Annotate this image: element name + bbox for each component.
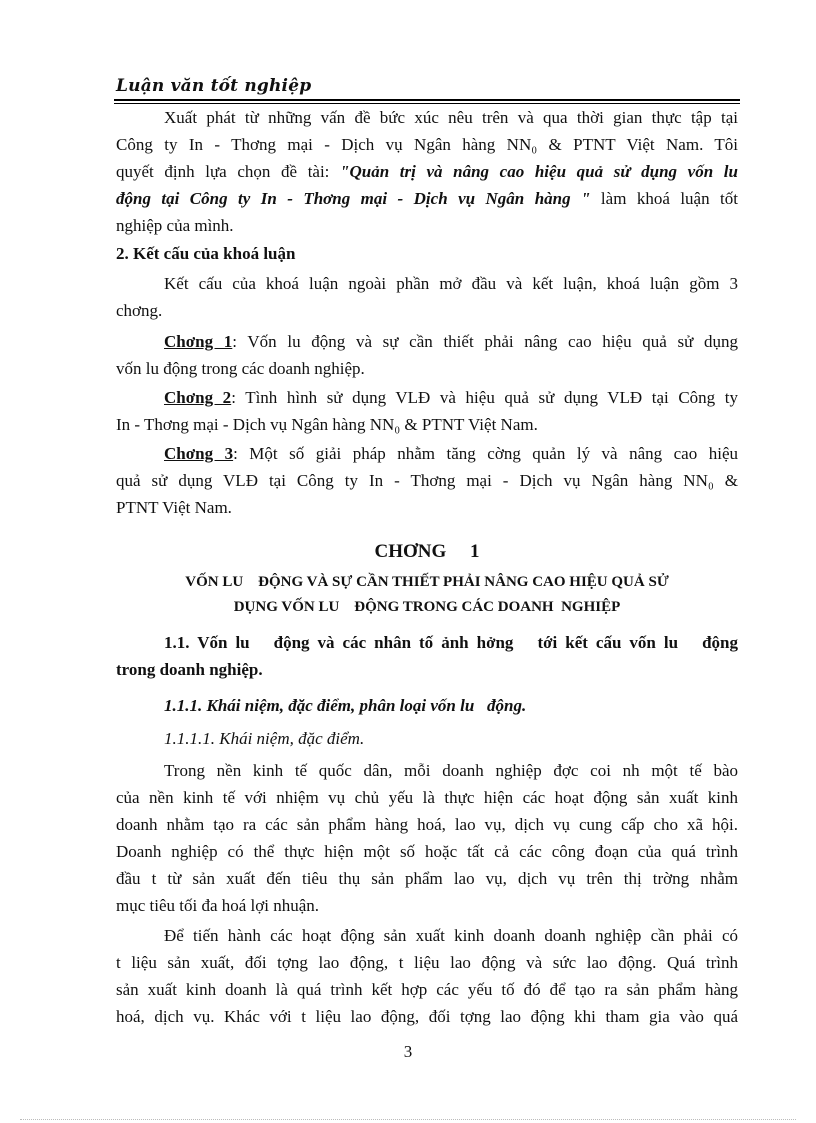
section-heading: trong doanh nghiệp. — [116, 660, 263, 679]
paragraph — [116, 922, 738, 1030]
intro-paragraph — [116, 104, 738, 239]
header-rule-thick — [114, 99, 740, 101]
subsubsection-heading: 1.1.1.1. Khái niệm, đặc điểm. — [164, 729, 365, 748]
section-1-1 — [116, 629, 738, 752]
chapter-label: Chơng 3 — [164, 444, 234, 463]
section-heading: 1.1. Vốn lu động và các nhân tố ảnh hởng tới kết cấu vốn lu động — [164, 633, 738, 652]
text-line: hoá, dịch vụ. Khác với t liệu lao động, đối tợng lao động khi tham gia vào quá — [116, 1007, 738, 1026]
paragraph — [116, 757, 738, 919]
subsection-heading: 1.1.1. Khái niệm, đặc điểm, phân loại vốn lu động. — [164, 696, 527, 715]
text-line: PTNT Việt Nam. — [116, 498, 232, 517]
text-line: mục tiêu tối đa hoá lợi nhuận. — [116, 896, 320, 915]
text-line: Doanh nghiệp có thể thực hiện một số hoặc tất cả các công đoạn của quá trình — [116, 842, 738, 861]
text-line: vốn lu động trong các doanh nghiệp. — [116, 359, 365, 378]
chapter-1-heading — [116, 538, 738, 621]
text-run: làm khoá luận tốt — [590, 189, 738, 208]
thesis-title: "Quản trị và nâng cao hiệu quả sử dụng vốn lu — [340, 162, 738, 181]
text-line: sản xuất kinh doanh là quá trình kết hợp các yếu tố đó để tạo ra sản phẩm hàng — [116, 980, 738, 999]
thesis-title: động tại Công ty In - Thơng mại - Dịch vụ Ngân hàng " — [116, 189, 591, 208]
text-line: Kết cấu của khoá luận ngoài phần mở đầu và kết luận, khoá luận gồm 3 — [164, 274, 738, 293]
text-line — [116, 384, 738, 411]
text-line: chơng. — [116, 301, 163, 320]
page-number: 3 — [403, 1042, 413, 1061]
text-line — [116, 328, 738, 355]
text-line: quả sử dụng VLĐ tại Công ty In - Thơng mại - Dịch vụ Ngân hàng NN₀ & — [116, 471, 738, 490]
text-line: Xuất phát từ những vấn đề bức xúc nêu trên và qua thời gian thực tập tại — [164, 108, 738, 127]
text-run: quyết định lựa chọn đề tài: — [116, 162, 341, 181]
text-run: : Vốn lu động và sự cần thiết phải nâng cao hiệu quả sử dụng — [232, 332, 738, 351]
text-line — [116, 158, 738, 185]
text-line: Trong nền kinh tế quốc dân, mỗi doanh nghiệp đợc coi nh một tế bào — [164, 761, 738, 780]
text-line: Để tiến hành các hoạt động sản xuất kinh doanh doanh nghiệp cần phải có — [164, 926, 738, 945]
chapter-subtitle: DỤNG VỐN LU ĐỘNG TRONG CÁC DOANH NGHIỆP — [233, 599, 621, 615]
page-boundary — [20, 1119, 796, 1120]
text-line: của nền kinh tế với nhiệm vụ chủ yếu là thực hiện các hoạt động sản xuất kinh — [116, 788, 738, 807]
chapter-subtitle: VỐN LU ĐỘNG VÀ SỰ CẦN THIẾT PHẢI NÂNG CAO HIỆU QUẢ SỬ — [185, 574, 669, 590]
text-run: : Tình hình sử dụng VLĐ và hiệu quả sử dụng VLĐ tại Công ty — [231, 388, 738, 407]
text-line: nghiệp của mình. — [116, 216, 234, 235]
text-line: In - Thơng mại - Dịch vụ Ngân hàng NN₀ & PTNT Việt Nam. — [116, 415, 538, 434]
chapter-label: Chơng 2 — [164, 388, 232, 407]
chapter-list — [116, 328, 738, 521]
text-line: đầu t từ sản xuất đến tiêu thụ sản phẩm lao vụ, dịch vụ trên thị trờng nhằm — [116, 869, 738, 888]
section-2 — [116, 240, 738, 324]
text-line: t liệu sản xuất, đối tợng lao động, t liệu lao động và sức lao động. Quá trình — [116, 953, 738, 972]
text-line: Công ty In - Thơng mại - Dịch vụ Ngân hàng NN₀ & PTNT Việt Nam. Tôi — [116, 135, 738, 154]
section-heading: 2. Kết cấu của khoá luận — [116, 244, 296, 263]
text-run: : Một số giải pháp nhằm tăng cờng quản lý và nâng cao hiệu — [233, 444, 738, 463]
text-line — [116, 185, 738, 212]
chapter-label: Chơng 1 — [164, 332, 233, 351]
chapter-title: CHƠNG 1 — [374, 541, 480, 562]
text-line — [116, 440, 738, 467]
running-header: Luận văn tốt nghiệp — [116, 76, 312, 96]
text-line: doanh nhằm tạo ra các sản phẩm hàng hoá, lao vụ, dịch vụ cung cấp cho xã hội. — [116, 815, 738, 834]
